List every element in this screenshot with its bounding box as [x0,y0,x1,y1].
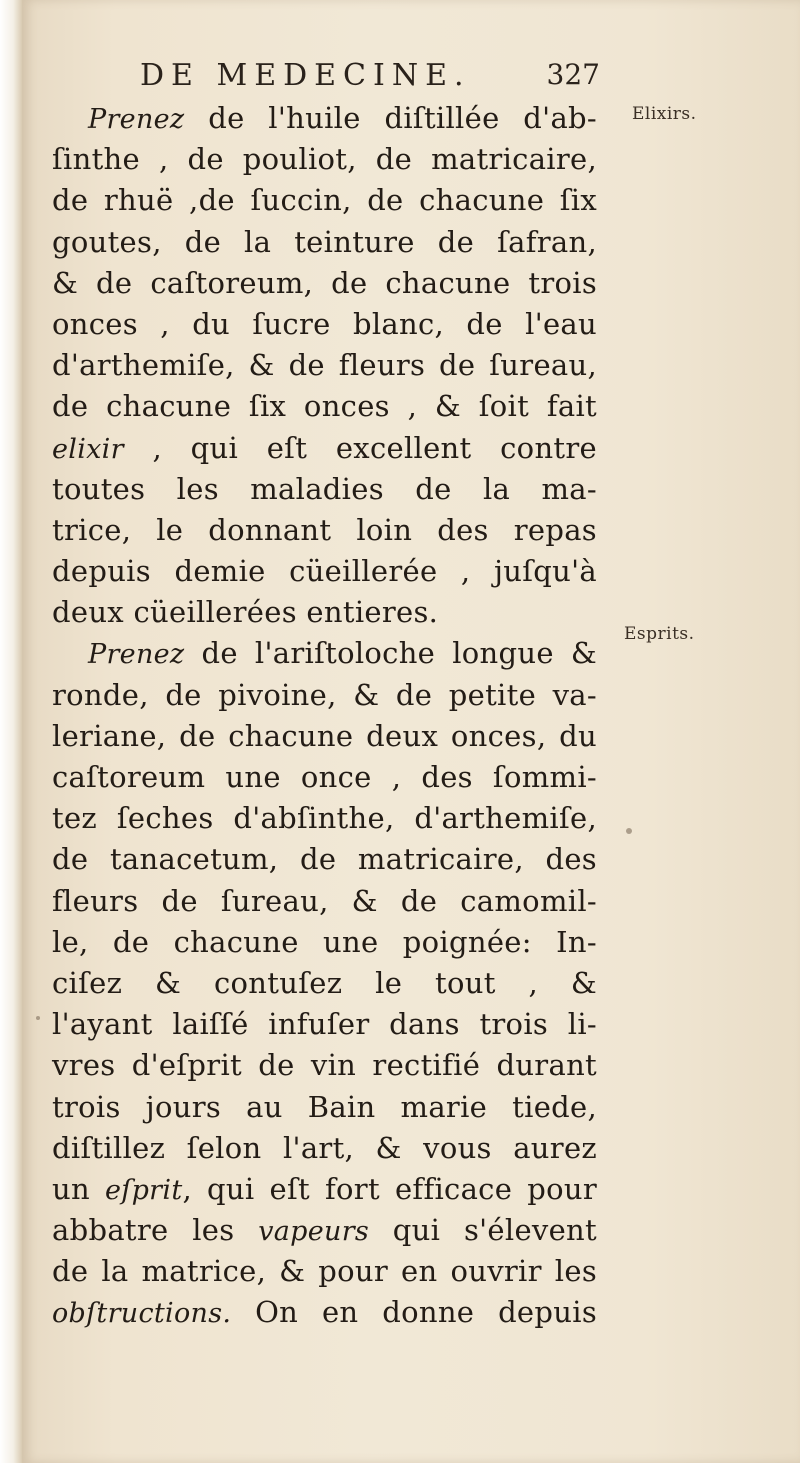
text-line: depuis demie cüeillerée , juſqu'à [52,554,597,589]
ink-speck [626,828,632,834]
text-span: de l'huile diſtillée d'ab- [184,101,597,135]
emphasis-word: elixir [52,433,124,465]
text-line: ciſez & contuſez le tout , & [52,965,597,1000]
margin-note-esprits: Esprits. [624,624,695,644]
text-line: ronde, de pivoine, & de petite va- [52,677,597,712]
margin-note-elixirs: Elixirs. [632,104,697,124]
recipe-lead-word: Prenez [88,639,185,671]
text-line: de la matrice, & pour en ouvrir les [52,1254,597,1289]
text-span: un [52,1171,106,1206]
text-line [52,633,597,674]
ink-speck [36,1016,40,1020]
text-span: , qui eſt excellent contre [123,430,597,465]
text-line [52,98,597,139]
paragraph-elixir [52,98,597,633]
text-line [52,428,597,469]
text-span: qui s'élevent [369,1213,597,1248]
text-line: leriane, de chacune deux onces, du [52,718,597,753]
body-text [52,98,597,1334]
text-line: d'arthemiſe, & de fleurs de ſureau, [52,348,597,383]
emphasis-word: obſtructions. [52,1298,232,1330]
page-number: 327 [546,58,600,91]
text-line: goutes, de la teinture de ſafran, [52,224,597,259]
text-span: , qui eſt fort efficace pour [182,1171,597,1206]
text-line: de chacune ſix onces , & ſoit fait [52,389,597,424]
emphasis-word: eſprit [105,1174,183,1206]
text-line: & de caſtoreum, de chacune trois [52,265,597,300]
emphasis-word: vapeurs [258,1216,370,1248]
text-span: abbatre les [52,1213,259,1248]
text-line [52,1169,597,1210]
text-line: toutes les maladies de la ma- [52,471,597,506]
text-line: trice, le donnant loin des repas [52,512,597,547]
text-line: diſtillez ſelon l'art, & vous aurez [52,1130,597,1165]
recipe-lead-word: Prenez [88,104,185,135]
text-line: de tanacetum, de matricaire, des [52,842,597,877]
text-span: de l'ariſtoloche longue & [184,636,597,671]
text-line: onces , du ſucre blanc, de l'eau [52,306,597,341]
text-line: le, de chacune une poignée: In- [52,924,597,959]
text-line: l'ayant laiſſé infuſer dans trois li- [52,1007,597,1042]
text-line [52,1292,597,1333]
text-line: trois jours au Bain marie tiede, [52,1089,597,1124]
text-line: caſtoreum une once , des ſommi- [52,760,597,794]
text-span: On en donne depuis [231,1295,597,1330]
paragraph-esprit [52,633,597,1333]
text-line: ſinthe , de pouliot, de matricaire, [52,142,597,177]
text-line: de rhuë ,de ſuccin, de chacune ſix [52,183,597,218]
running-title: DE MEDECINE. [140,58,471,93]
text-line: tez ſeches d'abſinthe, d'arthemiſe, [52,801,597,836]
text-line: fleurs de ſureau, & de camomil- [52,883,597,918]
text-line: deux cüeillerées entieres. [52,595,439,630]
text-line [52,1210,597,1251]
page-gutter [0,0,22,1463]
running-head [140,52,600,98]
text-line: vres d'eſprit de vin rectifié durant [52,1048,597,1083]
